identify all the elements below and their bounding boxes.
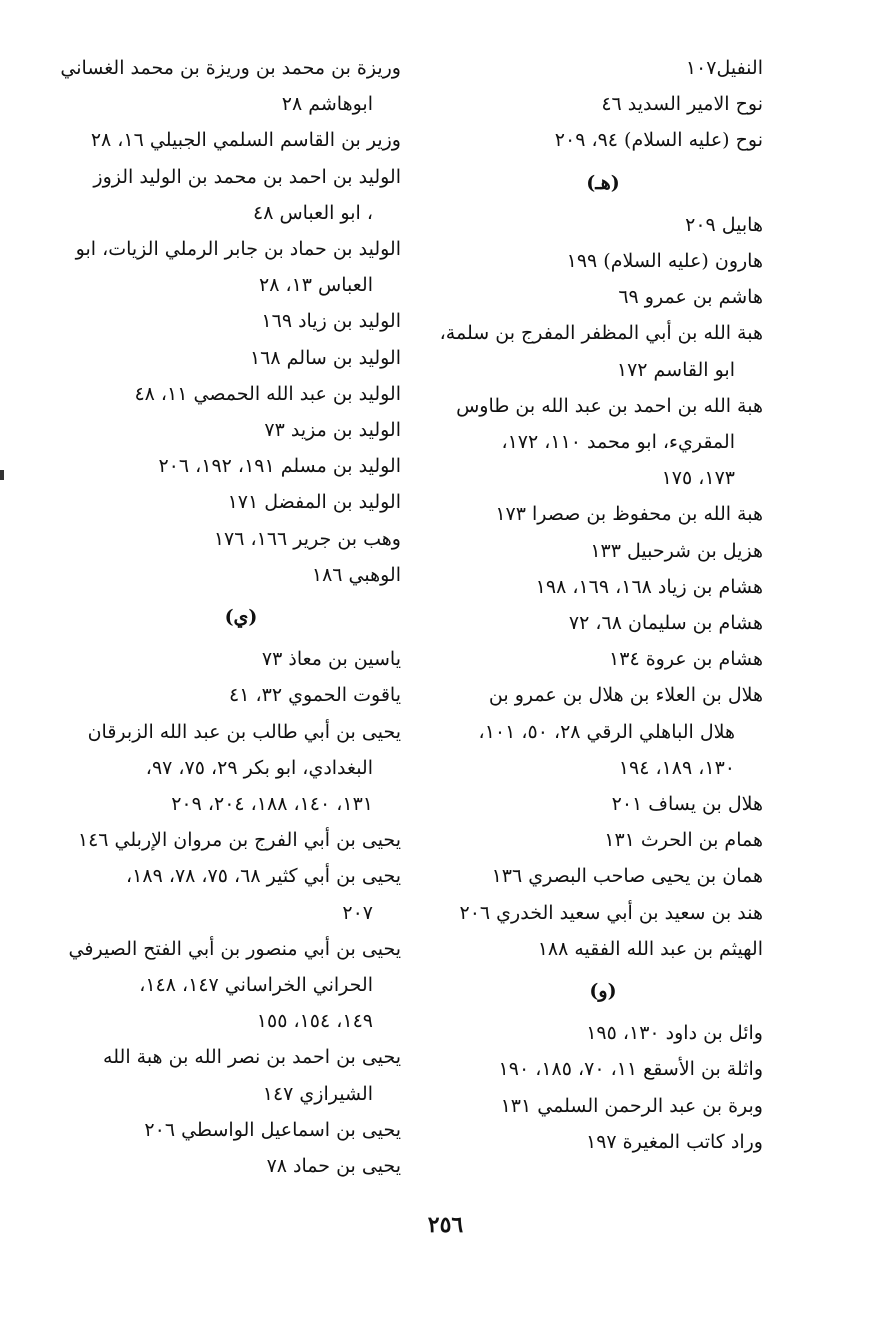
index-entry: الوليد بن عبد الله الحمصي ١١، ٤٨ — [134, 382, 401, 405]
index-entry: ياسين بن معاذ ٧٣ — [261, 648, 401, 671]
index-entry: وبرة بن عبد الرحمن السلمي ١٣١ — [500, 1094, 763, 1117]
index-entry-continuation: ١٤٩، ١٥٤، ١٥٥ — [256, 1010, 373, 1033]
index-entry: نوح الامير السديد ٤٦ — [601, 93, 763, 116]
page-number: ٢٥٦ — [427, 1212, 464, 1238]
index-entry-continuation: البغدادي، ابو بكر ٢٩، ٧٥، ٩٧، — [145, 756, 373, 779]
index-entry: هبة الله بن محفوظ بن صصرا ١٧٣ — [495, 503, 763, 526]
index-entry: هشام بن عروة ١٣٤ — [609, 648, 763, 671]
index-entry: وراد كاتب المغيرة ١٩٧ — [585, 1130, 763, 1153]
index-entry-continuation: ١٧٣، ١٧٥ — [661, 467, 735, 490]
index-entry: الوليد بن سالم ١٦٨ — [249, 346, 401, 369]
index-entry: يحيى بن احمد بن نصر الله بن هبة الله — [103, 1046, 401, 1069]
index-entry-continuation: ابوهاشم ٢٨ — [281, 93, 373, 116]
index-entry: نوح (عليه السلام) ٩٤، ٢٠٩ — [554, 129, 763, 152]
index-entry-continuation: الحراني الخراساني ١٤٧، ١٤٨، — [139, 974, 373, 997]
index-entry: يحيى بن أبي منصور بن أبي الفتح الصيرفي — [68, 937, 401, 960]
index-entry: همان بن يحيى صاحب البصري ١٣٦ — [491, 865, 763, 888]
index-entry: الوهبي ١٨٦ — [311, 563, 401, 586]
index-entry: هند بن سعيد بن أبي سعيد الخدري ٢٠٦ — [459, 901, 763, 924]
index-entry: هلال بن العلاء بن هلال بن عمرو بن — [488, 684, 763, 707]
index-entry: وائل بن داود ١٣٠، ١٩٥ — [586, 1022, 763, 1045]
index-entry: همام بن الحرث ١٣١ — [604, 829, 763, 852]
index-entry: هابيل ٢٠٩ — [685, 213, 763, 236]
index-entry: يحيى بن حماد ٧٨ — [266, 1155, 401, 1178]
index-entry-continuation: هلال الباهلي الرقي ٢٨، ٥٠، ١٠١، — [478, 720, 735, 743]
index-column-left — [60, 50, 401, 1184]
index-entry: الهيثم بن عبد الله الفقيه ١٨٨ — [537, 937, 763, 960]
index-entry: هلال بن يساف ٢٠١ — [611, 793, 763, 816]
index-entry-continuation: الشيرازي ١٤٧ — [262, 1082, 373, 1105]
index-entry-continuation: ، ابو العباس ٤٨ — [252, 201, 373, 224]
index-entry-continuation: ابو القاسم ١٧٢ — [616, 358, 735, 381]
section-heading: (ي) — [224, 606, 258, 629]
index-entry: هزيل بن شرحبيل ١٣٣ — [590, 539, 763, 562]
index-entry: يحيى بن أبي طالب بن عبد الله الزبرقان — [87, 720, 401, 743]
index-entry: وهب بن جرير ١٦٦، ١٧٦ — [213, 527, 401, 550]
index-entry-continuation: العباس ١٣، ٢٨ — [258, 274, 373, 297]
index-entry-continuation: ٢٠٧ — [342, 901, 373, 924]
index-entry-continuation: المقريء، ابو محمد ١١٠، ١٧٢، — [501, 431, 735, 454]
section-heading: (و) — [589, 980, 617, 1003]
index-entry-continuation: ١٣١، ١٤٠، ١٨٨، ٢٠٤، ٢٠٩ — [171, 793, 373, 816]
index-entry: النفيل١٠٧ — [685, 57, 763, 79]
index-entry: وريزة بن محمد بن وريزة بن محمد الغساني — [60, 57, 401, 79]
index-entry: واثلة بن الأسقع ١١، ٧٠، ١٨٥، ١٩٠ — [498, 1058, 763, 1081]
index-entry: الوليد بن مزيد ٧٣ — [264, 419, 401, 442]
index-entry: هبة الله بن أبي المظفر المفرج بن سلمة، — [439, 322, 763, 345]
index-column-right — [439, 50, 763, 1160]
section-heading: (هـ) — [586, 171, 620, 194]
index-entry: هاشم بن عمرو ٦٩ — [618, 286, 763, 309]
margin-mark — [0, 470, 4, 480]
index-entry: هشام بن زياد ١٦٨، ١٦٩، ١٩٨ — [535, 575, 763, 598]
index-entry: يحيى بن أبي كثير ٦٨، ٧٥، ٧٨، ١٨٩، — [126, 865, 401, 888]
index-entry: هشام بن سليمان ٦٨، ٧٢ — [568, 612, 763, 635]
index-entry: الوليد بن المفضل ١٧١ — [227, 491, 401, 514]
index-entry: الوليد بن احمد بن محمد بن الوليد الزوز — [93, 165, 401, 188]
index-entry: وزير بن القاسم السلمي الجبيلي ١٦، ٢٨ — [90, 129, 401, 152]
index-entry-continuation: ١٣٠، ١٨٩، ١٩٤ — [618, 756, 735, 779]
index-entry: الوليد بن زياد ١٦٩ — [261, 310, 401, 333]
index-entry: ياقوت الحموي ٣٢، ٤١ — [229, 684, 401, 707]
index-entry: الوليد بن مسلم ١٩١، ١٩٢، ٢٠٦ — [158, 455, 401, 478]
index-entry: هبة الله بن احمد بن عبد الله بن طاوس — [456, 394, 763, 417]
index-entry: يحيى بن أبي الفرج بن مروان الإربلي ١٤٦ — [77, 829, 401, 852]
index-entry: يحيى بن اسماعيل الواسطي ٢٠٦ — [144, 1118, 401, 1141]
index-entry: الوليد بن حماد بن جابر الرملي الزيات، ابو — [75, 238, 401, 261]
index-entry: هارون (عليه السلام) ١٩٩ — [566, 250, 763, 273]
